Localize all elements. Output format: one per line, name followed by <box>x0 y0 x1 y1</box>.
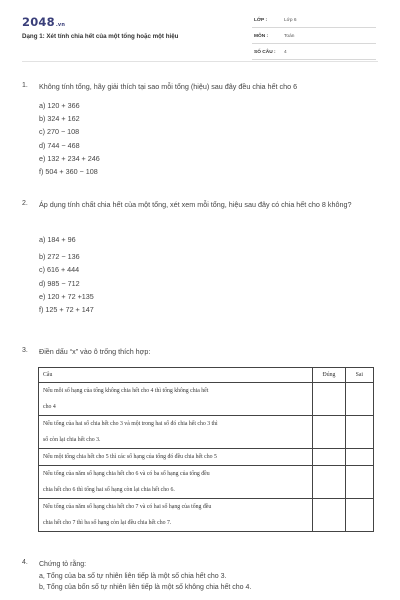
list-item: a) 120 + 366 <box>39 101 80 110</box>
question-2-items <box>39 233 94 316</box>
answer-cell-false[interactable] <box>345 499 373 532</box>
table-row <box>39 449 374 466</box>
list-item: c) 270 − 108 <box>39 127 80 137</box>
question-number: 4. <box>22 559 28 566</box>
question-line: b, Tổng của bốn số tự nhiên liên tiếp là một số không chia hết cho 4. <box>39 584 252 591</box>
statement-line: Nếu tổng của hai số chia hết cho 3 và một trong hai số đó chia hết cho 3 thì <box>43 421 218 427</box>
question-text <box>39 559 377 594</box>
table-header-row <box>39 368 374 383</box>
question-line: Chứng tỏ rằng: <box>39 561 87 568</box>
true-false-table <box>38 367 374 532</box>
statement-line: Nếu tổng của năm số hạng chia hết cho 6 và có ba số hạng của tổng đều <box>43 471 210 477</box>
question-text: Điền dấu “x” vào ô trống thích hợp: <box>39 347 151 356</box>
meta-row-class <box>252 16 376 28</box>
answer-cell-false[interactable] <box>345 466 373 499</box>
list-item: b) 272 − 136 <box>39 252 80 262</box>
column-header: Câu <box>39 368 313 383</box>
list-item: e) 120 + 72 +135 <box>39 291 94 301</box>
meta-label: MÔN : <box>254 34 269 39</box>
meta-value: 4 <box>284 50 287 55</box>
meta-value: Toán <box>284 34 295 39</box>
list-item: f) 504 + 360 − 108 <box>39 166 98 176</box>
answer-cell-true[interactable] <box>313 449 345 466</box>
answer-cell-true[interactable] <box>313 416 345 449</box>
statement-cell <box>39 416 313 449</box>
statement-line: Nếu một tổng chia hết cho 5 thì các số hạng của tổng đó đều chia hết cho 5 <box>43 454 217 460</box>
question-number: 3. <box>22 347 28 354</box>
meta-row-count <box>252 48 376 60</box>
question-line: a, Tổng của ba số tự nhiên liên tiếp là một số chia hết cho 3. <box>39 572 227 580</box>
list-item: e) 132 + 234 + 246 <box>39 153 100 163</box>
question-number: 2. <box>22 200 28 207</box>
statement-cell <box>39 383 313 416</box>
list-item: f) 125 + 72 + 147 <box>39 304 94 314</box>
statement-line: Nếu mỗi số hạng của tổng không chia hết cho 4 thì tổng không chia hết <box>43 388 209 394</box>
answer-cell-false[interactable] <box>345 383 373 416</box>
header-divider <box>22 61 378 62</box>
list-item: d) 744 − 468 <box>39 140 80 150</box>
meta-label: SỐ CÂU : <box>254 50 276 55</box>
list-item: d) 985 − 712 <box>39 278 80 288</box>
answer-cell-true[interactable] <box>313 466 345 499</box>
meta-info <box>252 16 376 64</box>
meta-value: Lớp 6 <box>284 18 297 23</box>
question-text: Không tính tổng, hãy giải thích tại sao mỗi tổng (hiệu) sau đây đều chia hết cho 6 <box>39 82 298 91</box>
answer-cell-false[interactable] <box>345 416 373 449</box>
answer-cell-false[interactable] <box>345 449 373 466</box>
statement-cell <box>39 499 313 532</box>
statement-cell <box>39 466 313 499</box>
statement-cell <box>39 449 313 466</box>
table-row <box>39 416 374 449</box>
logo-text: 2048 <box>22 15 55 29</box>
logo-suffix: .vn <box>55 22 66 28</box>
question-text: Áp dụng tính chất chia hết của một tổng, xét xem mỗi tổng, hiệu sau đây có chia hết cho 8 không? <box>39 200 352 209</box>
answer-cell-true[interactable] <box>313 499 345 532</box>
table-row <box>39 383 374 416</box>
table-row <box>39 499 374 532</box>
statement-line: Nếu tổng của năm số hạng chia hết cho 7 và có hai số hạng của tổng đều <box>43 504 212 510</box>
column-header: Sai <box>345 368 373 383</box>
list-item: b) 324 + 162 <box>39 114 80 124</box>
statement-line: số còn lại chia hết cho 3. <box>43 437 101 443</box>
list-item: a) 184 + 96 <box>39 235 76 244</box>
column-header: Đúng <box>313 368 345 383</box>
worksheet-title: Dạng 1: Xét tính chia hết của một tổng hoặc một hiệu <box>22 33 179 40</box>
question-1-items <box>39 99 100 178</box>
list-item: c) 616 + 444 <box>39 265 80 275</box>
statement-line: chia hết cho 7 thì ba số hạng còn lại đều chia hết cho 7. <box>43 520 172 526</box>
table-row <box>39 466 374 499</box>
meta-row-subject <box>252 32 376 44</box>
site-logo[interactable] <box>22 15 65 29</box>
meta-label: LỚP : <box>254 18 268 23</box>
statement-line: cho 4 <box>43 404 56 410</box>
statement-line: chia hết cho 6 thì tổng hai số hạng còn lại chia hết cho 6. <box>43 487 175 493</box>
question-number: 1. <box>22 82 28 89</box>
answer-cell-true[interactable] <box>313 383 345 416</box>
